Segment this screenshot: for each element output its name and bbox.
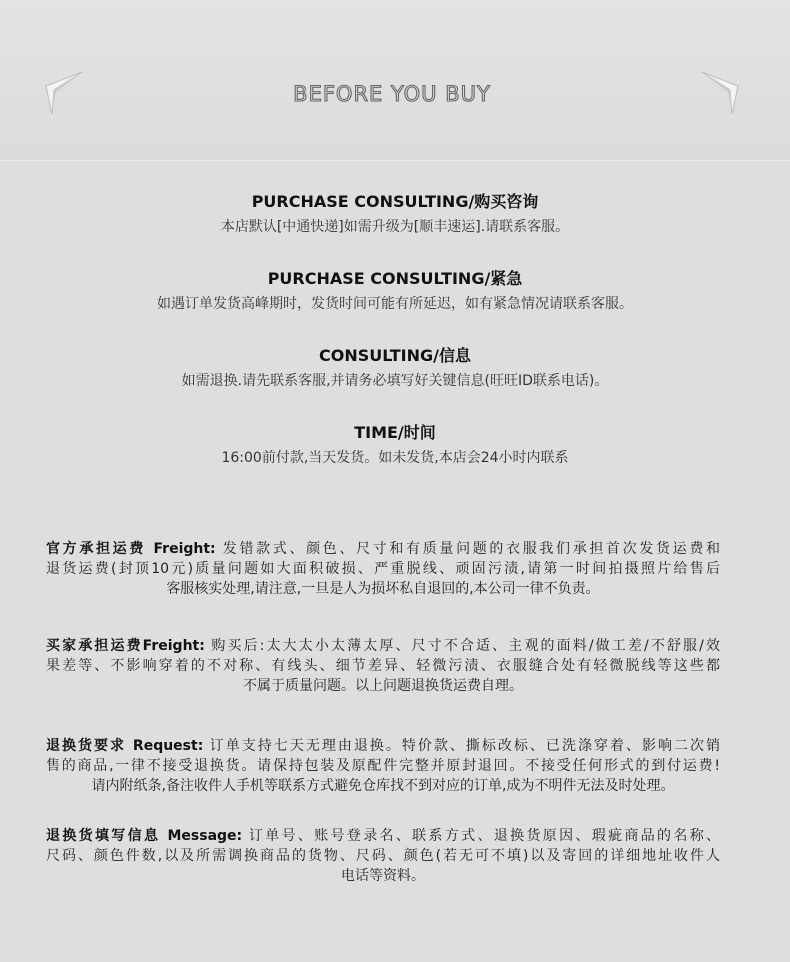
policy-label: 买家承担运费Freight: <box>46 638 205 654</box>
section-text: 本店默认[中通快递]如需升级为[顺丰速运].请联系客服。 <box>220 219 570 235</box>
policy-line <box>46 636 720 656</box>
section-text: 如遇订单发货高峰期时，发货时间可能有所延迟，如有紧急情况请联系客服。 <box>157 296 633 312</box>
corner-chevron-right-icon <box>700 68 740 116</box>
policy-text: 订单支持七天无理由退换。特价款、撕标改标、已洗涤穿着、影响二次销 <box>209 738 721 754</box>
policy-line <box>46 736 720 756</box>
policy-label: 退换货要求 Request: <box>46 738 204 754</box>
header-banner <box>0 0 790 161</box>
consulting-section-urgent <box>0 268 790 314</box>
consulting-section-info <box>0 345 790 391</box>
policy-text: 购买后:太大太小太薄太厚、尺寸不合适、主观的面料/做工差/不舒服/效 <box>211 638 720 654</box>
policy-freight-official <box>46 539 720 599</box>
policy-label: 官方承担运费 Freight: <box>46 541 216 557</box>
policy-line: 果差等、不影响穿着的不对称、有线头、细节差异、轻微污渍、衣服缝合处有轻微脱线等这些都 <box>46 658 720 674</box>
policy-freight-buyer <box>46 636 720 696</box>
section-heading: TIME/时间 <box>354 423 436 442</box>
section-heading: PURCHASE CONSULTING/紧急 <box>267 269 523 288</box>
policy-line: 售的商品,一律不接受退换货。请保持包装及原配件完整并原封退回。不接受任何形式的到付运费! <box>46 758 720 774</box>
policy-return-request <box>46 736 720 796</box>
policy-text: 订单号、账号登录名、联系方式、退换货原因、瑕疵商品的名称、 <box>248 828 721 844</box>
policy-text: 发错款式、颜色、尺寸和有质量问题的衣服我们承担首次发货运费和 <box>222 541 721 557</box>
policy-line: 电话等资料。 <box>341 868 425 884</box>
policy-line: 尺码、颜色件数,以及所需调换商品的货物、尺码、颜色(若无可不填)以及寄回的详细地址收件人 <box>46 848 720 864</box>
section-heading: PURCHASE CONSULTING/购买咨询 <box>251 192 539 211</box>
consulting-section-time <box>0 422 790 468</box>
policy-line: 请内附纸条,备注收件人手机等联系方式避免仓库找不到对应的订单,成为不明件无法及时处理。 <box>91 778 675 794</box>
section-text: 16:00前付款,当天发货。如未发货,本店会24小时内联系 <box>221 450 569 466</box>
consulting-section-purchase <box>0 191 790 237</box>
section-heading: CONSULTING/信息 <box>318 346 472 365</box>
policy-line <box>46 539 720 559</box>
policy-label: 退换货填写信息 Message: <box>46 828 243 844</box>
policy-line: 退货运费(封顶10元)质量问题如大面积破损、严重脱线、顽固污渍,请第一时间拍摄照片给售后 <box>46 561 720 577</box>
policy-line: 客服核实处理,请注意,一旦是人为损坏私自退回的,本公司一律不负责。 <box>166 581 600 597</box>
policy-line: 不属于质量问题。以上问题退换货运费自理。 <box>243 678 523 694</box>
page-title: BEFORE YOU BUY <box>293 82 491 106</box>
policy-return-message <box>46 826 720 886</box>
policy-line <box>46 826 720 846</box>
section-text: 如需退换.请先联系客服,并请务必填写好关键信息(旺旺ID联系电话)。 <box>181 373 609 389</box>
